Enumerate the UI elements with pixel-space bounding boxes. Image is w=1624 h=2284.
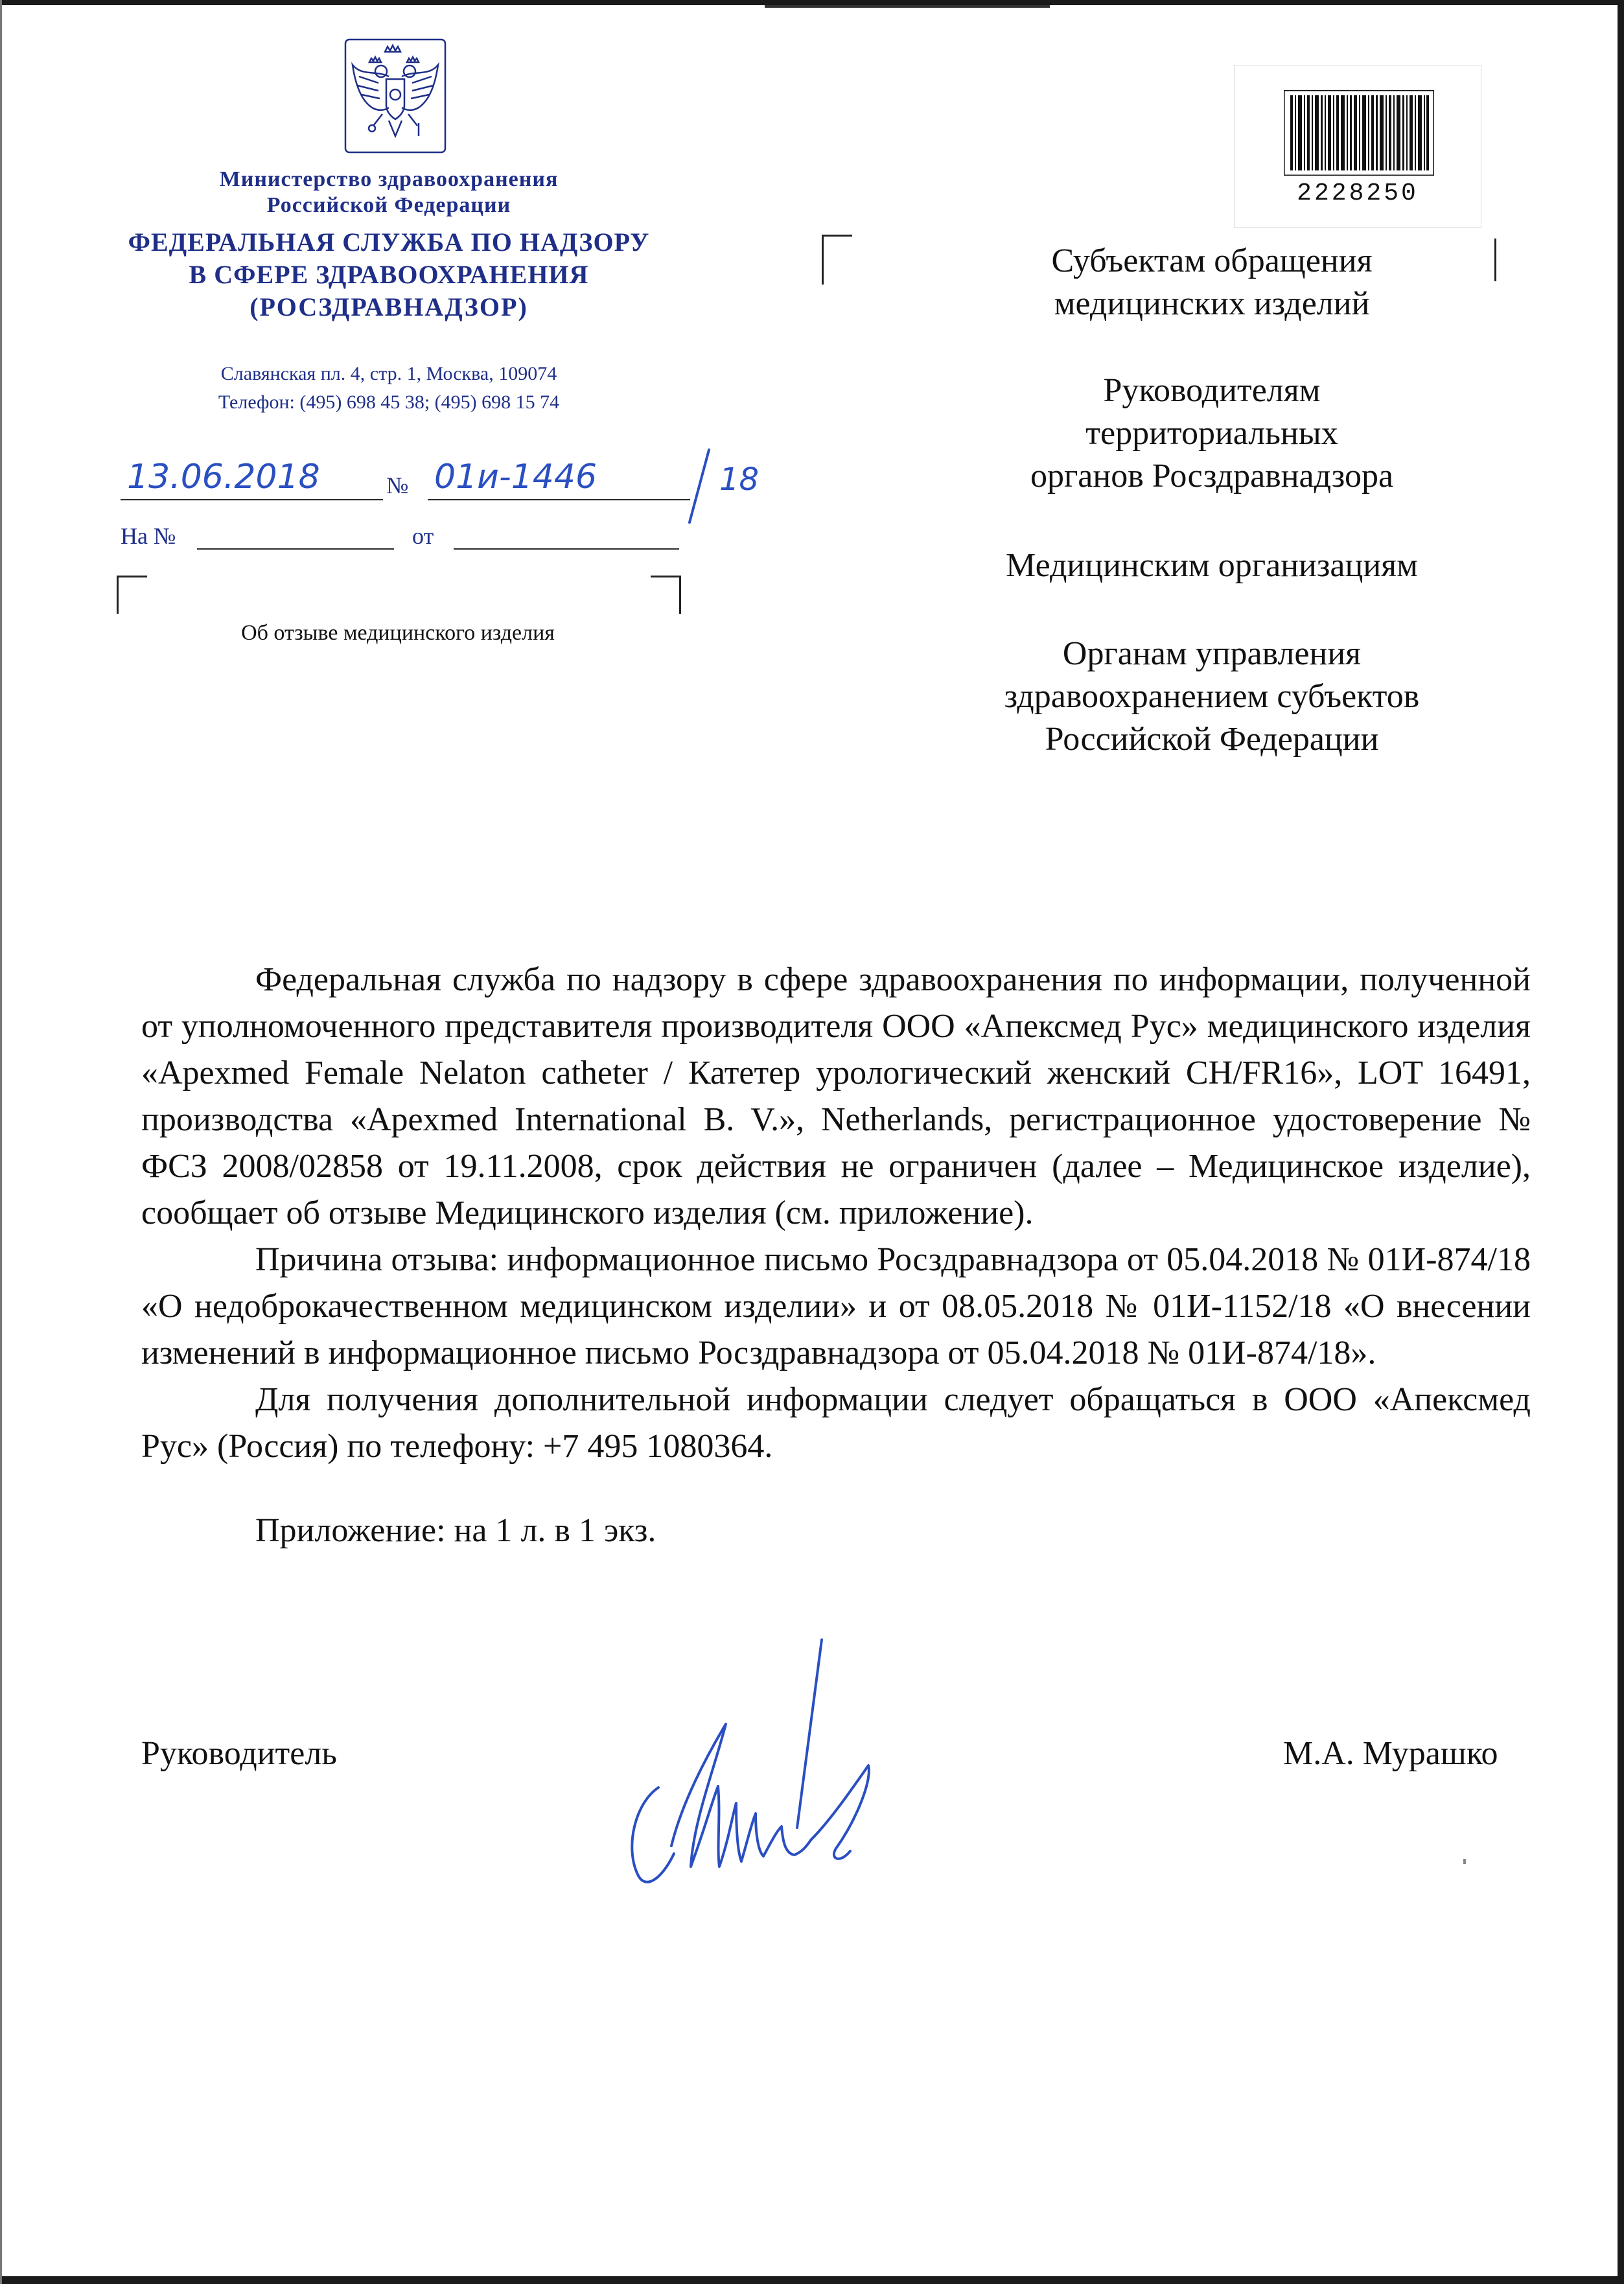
ref-from-label: от [412,523,434,549]
service-line-3: (РОСЗДРАВНАДЗОР) [249,292,528,321]
subject-bracket-right [651,576,681,614]
scan-edge-left [0,0,2,2284]
recipient-line: Субъектам обращения [1051,242,1373,279]
ministry-line-1: Министерство здравоохранения [219,167,559,191]
recipient-line: органов Росздравнадзора [1030,458,1394,495]
signatory-name: М.А. Мурашко [1283,1735,1498,1772]
scan-edge-right [1618,0,1624,2284]
registration-number-suffix: 18 [719,461,760,498]
letter-body [141,957,1531,1554]
signatory-position: Руководитель [141,1735,337,1772]
recipient-line: Руководителям [1103,372,1321,409]
body-paragraph-3: Для получения дополнительной информации следует обращаться в ООО «Апексмед Рус» (Россия) по телефону: +7 495 1080364. [141,1381,1531,1465]
recipient-bracket-left [822,235,852,285]
body-paragraph-1: Федеральная служба по надзору в сфере здравоохранения по информации, полученной от уполномоченного представителя производителя ООО «Апексмед Рус» медицинского изделия «Apexmed Female Nelaton catheter / Катетер урологический женский CH/FR16», LOT 16491, производства «Apexmed International B. V.», Netherlands, регистрационное удостоверение № ФСЗ 2008/02858 от 19.11.2008, срок действия не ограничен (далее – Медицинское изделие), сообщает об отзыве Медицинского изделия (см. приложение). [141,961,1531,1231]
ref-number-line [197,548,394,550]
subject-bracket-left [117,576,147,614]
barcode-box [1234,65,1481,228]
handwritten-signature [609,1633,894,1918]
recipient-block [927,240,1497,325]
ref-from-line [454,548,679,550]
recipient-line: Органам управления [1062,635,1362,672]
ministry-line-2: Российской Федерации [266,193,511,217]
number-label: № [386,472,409,498]
barcode-icon [1284,90,1434,176]
scan-edge-top-thick [765,5,1050,8]
service-line-2: В СФЕРЕ ЗДРАВООХРАНЕНИЯ [189,260,589,289]
coat-of-arms-icon [343,38,447,154]
recipient-block [927,369,1497,498]
recipient-line: территориальных [1085,415,1338,452]
recipient-line: здравоохранением субъектов [1004,678,1420,715]
letter-subject: Об отзыве медицинского изделия [241,621,555,645]
recipient-line: Медицинским организациям [1006,547,1418,584]
registration-date-handwritten: 13.06.2018 [127,458,320,496]
date-underline [121,499,383,500]
address: Славянская пл. 4, стр. 1, Москва, 109074 [220,363,557,384]
recipient-block [927,633,1497,761]
scan-edge-bottom [0,2276,1624,2284]
scan-speck [1463,1859,1466,1864]
attachment-note: Приложение: на 1 л. в 1 экз. [255,1512,656,1549]
ref-number-label: На № [121,523,176,549]
handwritten-slash-icon [686,447,712,525]
recipient-block [927,544,1497,587]
service-line-1: ФЕДЕРАЛЬНАЯ СЛУЖБА ПО НАДЗОРУ [128,227,650,257]
recipient-line: медицинских изделий [1054,285,1370,322]
scan-edge-top [0,0,1624,5]
number-underline [428,499,690,500]
barcode-number: 2228250 [1297,180,1419,207]
phone: Телефон: (495) 698 45 38; (495) 698 15 74 [218,391,560,413]
recipient-line: Российской Федерации [1045,721,1379,758]
registration-number-handwritten: 01и-1446 [434,458,597,496]
body-paragraph-2: Причина отзыва: информационное письмо Росздравнадзора от 05.04.2018 № 01И-874/18 «О недоброкачественном медицинском изделии» и от 08.05.2018 № 01И-1152/18 «О внесении изменений в информационное письмо Росздравнадзора от 05.04.2018 № 01И-874/18». [141,1241,1531,1371]
